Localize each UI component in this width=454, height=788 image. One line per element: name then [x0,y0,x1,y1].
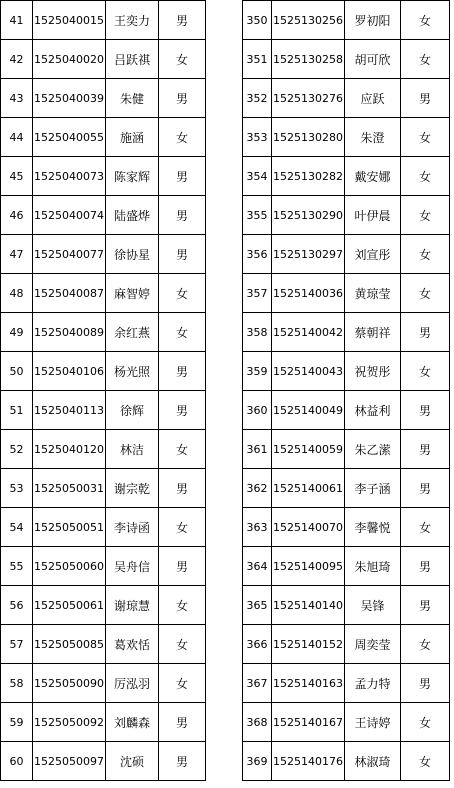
table-row [1,469,206,508]
student-gender: 女 [159,664,206,703]
student-gender: 女 [401,703,450,742]
row-number: 351 [243,40,272,79]
student-id: 1525140043 [272,352,345,391]
student-name: 林益利 [345,391,401,430]
student-gender: 女 [159,625,206,664]
student-gender: 男 [159,157,206,196]
student-id: 1525040039 [33,79,106,118]
student-name: 沈硕 [106,742,159,781]
table-row [243,1,450,40]
student-id: 1525130258 [272,40,345,79]
table-row [243,703,450,742]
student-gender: 女 [401,508,450,547]
row-number: 352 [243,79,272,118]
student-name: 应跃 [345,79,401,118]
student-name: 吕跃祺 [106,40,159,79]
student-gender: 女 [401,40,450,79]
student-gender: 女 [401,235,450,274]
row-number: 360 [243,391,272,430]
table-row [243,469,450,508]
student-gender: 男 [159,703,206,742]
table-row [1,586,206,625]
table-row [1,313,206,352]
table-row [243,157,450,196]
row-number: 359 [243,352,272,391]
student-name: 谢琼慧 [106,586,159,625]
student-gender: 男 [159,742,206,781]
row-number: 361 [243,430,272,469]
student-id: 1525130280 [272,118,345,157]
student-id: 1525140176 [272,742,345,781]
table-row [243,664,450,703]
student-name: 林淑琦 [345,742,401,781]
student-gender: 女 [159,508,206,547]
row-number: 358 [243,313,272,352]
student-id: 1525140167 [272,703,345,742]
table-row [1,703,206,742]
student-id: 1525040113 [33,391,106,430]
student-name: 谢宗乾 [106,469,159,508]
row-number: 52 [1,430,33,469]
table-row [243,586,450,625]
table-row [1,352,206,391]
row-number: 356 [243,235,272,274]
student-id: 1525050090 [33,664,106,703]
row-number: 357 [243,274,272,313]
student-id: 1525050031 [33,469,106,508]
row-number: 369 [243,742,272,781]
table-row [1,274,206,313]
student-gender: 男 [401,469,450,508]
student-id: 1525050097 [33,742,106,781]
student-gender: 男 [401,391,450,430]
student-name: 厉泓羽 [106,664,159,703]
student-gender: 女 [401,742,450,781]
table-row [1,664,206,703]
student-name: 徐辉 [106,391,159,430]
student-id: 1525140140 [272,586,345,625]
row-number: 368 [243,703,272,742]
table-row [1,79,206,118]
table-row [1,625,206,664]
table-row [1,430,206,469]
student-name: 刘宣彤 [345,235,401,274]
table-row [1,235,206,274]
table-row [243,40,450,79]
student-name: 李诗函 [106,508,159,547]
table-row [243,625,450,664]
row-number: 42 [1,40,33,79]
student-id: 1525140070 [272,508,345,547]
student-id: 1525040073 [33,157,106,196]
student-gender: 女 [401,157,450,196]
student-id: 1525050092 [33,703,106,742]
row-number: 53 [1,469,33,508]
student-name: 罗初阳 [345,1,401,40]
student-gender: 男 [159,391,206,430]
table-row [243,118,450,157]
student-id: 1525040015 [33,1,106,40]
student-gender: 女 [401,196,450,235]
row-number: 41 [1,1,33,40]
student-gender: 男 [159,235,206,274]
student-name: 余红燕 [106,313,159,352]
student-id: 1525050051 [33,508,106,547]
student-name: 林洁 [106,430,159,469]
student-gender: 女 [401,118,450,157]
student-id: 1525140036 [272,274,345,313]
student-name: 周奕莹 [345,625,401,664]
student-gender: 女 [401,625,450,664]
row-number: 47 [1,235,33,274]
student-id: 1525130276 [272,79,345,118]
student-gender: 男 [159,79,206,118]
table-row [243,391,450,430]
student-name: 王奕力 [106,1,159,40]
student-gender: 男 [401,547,450,586]
student-name: 孟力特 [345,664,401,703]
table-row [1,157,206,196]
row-number: 57 [1,625,33,664]
student-name: 朱乙潆 [345,430,401,469]
row-number: 362 [243,469,272,508]
table-row [243,742,450,781]
row-number: 366 [243,625,272,664]
row-number: 350 [243,1,272,40]
row-number: 353 [243,118,272,157]
student-id: 1525040077 [33,235,106,274]
student-id: 1525040120 [33,430,106,469]
student-id: 1525050085 [33,625,106,664]
student-id: 1525040055 [33,118,106,157]
student-name: 陈家辉 [106,157,159,196]
row-number: 51 [1,391,33,430]
student-gender: 男 [401,79,450,118]
table-row [243,79,450,118]
student-gender: 男 [401,586,450,625]
table-row [1,742,206,781]
table-row [243,547,450,586]
student-table-left-body [1,1,206,781]
student-name: 蔡朝祥 [345,313,401,352]
student-id: 1525040020 [33,40,106,79]
student-id: 1525050061 [33,586,106,625]
row-number: 48 [1,274,33,313]
student-id: 1525050060 [33,547,106,586]
student-id: 1525140095 [272,547,345,586]
table-row [1,508,206,547]
student-name: 吴舟信 [106,547,159,586]
student-id: 1525140061 [272,469,345,508]
student-name: 朱旭琦 [345,547,401,586]
table-row [243,196,450,235]
row-number: 56 [1,586,33,625]
row-number: 43 [1,79,33,118]
student-id: 1525040087 [33,274,106,313]
table-row [1,1,206,40]
table-row [1,196,206,235]
row-number: 365 [243,586,272,625]
student-name: 祝贺彤 [345,352,401,391]
table-row [1,118,206,157]
table-row [1,40,206,79]
row-number: 354 [243,157,272,196]
row-number: 367 [243,664,272,703]
row-number: 49 [1,313,33,352]
student-gender: 女 [159,40,206,79]
student-table-right-body [243,1,450,781]
student-name: 王诗婷 [345,703,401,742]
student-id: 1525040089 [33,313,106,352]
student-id: 1525040074 [33,196,106,235]
student-gender: 男 [159,352,206,391]
student-id: 1525140163 [272,664,345,703]
row-number: 60 [1,742,33,781]
row-number: 58 [1,664,33,703]
student-gender: 男 [401,313,450,352]
student-name: 李馨悦 [345,508,401,547]
row-number: 55 [1,547,33,586]
student-id: 1525130256 [272,1,345,40]
student-table-right [242,0,450,781]
student-gender: 女 [159,118,206,157]
student-gender: 女 [401,274,450,313]
row-number: 50 [1,352,33,391]
row-number: 363 [243,508,272,547]
row-number: 46 [1,196,33,235]
student-gender: 女 [401,352,450,391]
student-id: 1525140049 [272,391,345,430]
table-row [1,391,206,430]
student-name: 吴锋 [345,586,401,625]
row-number: 45 [1,157,33,196]
table-row [1,547,206,586]
student-name: 胡可欣 [345,40,401,79]
student-name: 徐协星 [106,235,159,274]
table-row [243,508,450,547]
row-number: 54 [1,508,33,547]
row-number: 355 [243,196,272,235]
student-id: 1525140042 [272,313,345,352]
student-id: 1525140152 [272,625,345,664]
student-id: 1525130290 [272,196,345,235]
table-row [243,430,450,469]
student-name: 叶伊晨 [345,196,401,235]
student-id: 1525130297 [272,235,345,274]
student-gender: 男 [159,547,206,586]
student-gender: 男 [159,1,206,40]
student-gender: 女 [159,313,206,352]
student-gender: 男 [159,469,206,508]
table-row [243,274,450,313]
student-name: 陆盛烨 [106,196,159,235]
row-number: 44 [1,118,33,157]
table-row [243,352,450,391]
table-row [243,235,450,274]
student-table-left [0,0,206,781]
student-name: 戴安娜 [345,157,401,196]
student-gender: 男 [401,664,450,703]
table-row [243,313,450,352]
student-name: 施涵 [106,118,159,157]
student-name: 麻智婷 [106,274,159,313]
student-id: 1525040106 [33,352,106,391]
student-gender: 男 [401,430,450,469]
student-id: 1525140059 [272,430,345,469]
row-number: 59 [1,703,33,742]
row-number: 364 [243,547,272,586]
student-name: 朱健 [106,79,159,118]
student-gender: 女 [159,586,206,625]
student-name: 葛欢恬 [106,625,159,664]
student-gender: 女 [401,1,450,40]
student-name: 李子涵 [345,469,401,508]
student-id: 1525130282 [272,157,345,196]
student-name: 黄琼莹 [345,274,401,313]
student-gender: 男 [159,196,206,235]
student-gender: 女 [159,274,206,313]
student-name: 杨光照 [106,352,159,391]
student-gender: 女 [159,430,206,469]
student-name: 刘麟森 [106,703,159,742]
student-name: 朱澄 [345,118,401,157]
